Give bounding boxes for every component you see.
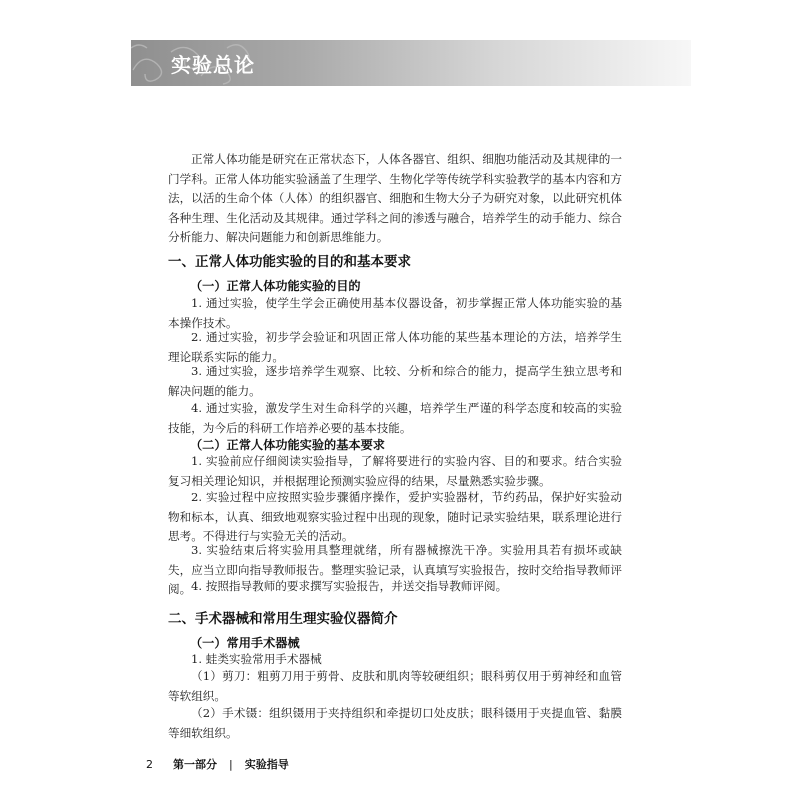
list-item: 2. 实验过程中应按照实验步骤循序操作，爱护实验器材，节约药品，保护好实验动物和标本，认真、细致地观察实验过程中出现的现象，随时记录实验结果，联系理论进行思考。不得进行与实验无关的活动。 [168,490,622,543]
page-footer [146,756,289,772]
list-item: 2. 通过实验，初步学会验证和巩固正常人体功能的某些基本理论的方法，培养学生理论联系实际的能力。 [168,330,622,364]
subsection-heading-2-1: （一）常用手术器械 [190,636,300,650]
list-item: （1）剪刀：粗剪刀用于剪骨、皮肤和肌肉等较硬组织；眼科剪仅用于剪神经和血管等软组织。 [168,669,622,703]
list-item: （2）手术镊：组织镊用于夹持组织和牵提切口处皮肤；眼科镊用于夹提血管、黏膜等细软组织。 [168,706,622,740]
list-item: 4. 按照指导教师的要求撰写实验报告，并送交指导教师评阅。 [191,579,508,593]
chapter-title: 实验总论 [171,53,255,77]
intro-paragraph: 正常人体功能是研究在正常状态下，人体各器官、组织、细胞功能活动及其规律的一门学科。正常人体功能实验涵盖了生理学、生物化学等传统学科实验教学的基本内容和方法，以活的生命个体（人体）的组织器官、细胞和生物大分子为研究对象，以此研究机体各种生理、生化活动及其规律。通过学科之间的渗透与融合，培养学生的动手能力、综合分析能力、解决问题能力和创新思维能力。 [168,152,622,244]
list-item: 4. 通过实验，激发学生对生命科学的兴趣，培养学生严谨的科学态度和较高的实验技能，为今后的科研工作培养必要的基本技能。 [168,401,622,435]
chapter-banner [131,40,691,86]
list-item: 1. 蛙类实验常用手术器械 [191,652,322,666]
section-heading-1: 一、正常人体功能实验的目的和基本要求 [168,254,411,270]
list-item: 3. 实验结束后将实验用具整理就绪，所有器械擦洗干净。实验用具若有损坏或缺失，应当立即向指导教师报告。整理实验记录，认真填写实验报告，按时交给指导教师评阅。 [168,543,622,596]
section-heading-2: 二、手术器械和常用生理实验仪器简介 [168,611,398,627]
footer-part-title: 第一部分 [173,758,217,771]
list-item: 1. 实验前应仔细阅读实验指导，了解将要进行的实验内容、目的和要求。结合实验复习相关理论知识，并根据理论预测实验应得的结果，尽量熟悉实验步骤。 [168,454,622,488]
page-number: 2 [146,757,153,771]
footer-section-title: 实验指导 [244,758,289,771]
subsection-heading-1-2: （二）正常人体功能实验的基本要求 [190,438,385,452]
list-item: 1. 通过实验，使学生学会正确使用基本仪器设备，初步掌握正常人体功能实验的基本操作技术。 [168,296,622,330]
list-item: 3. 通过实验，逐步培养学生观察、比较、分析和综合的能力，提高学生独立思考和解决问题的能力。 [168,364,622,398]
footer-separator: | [229,757,233,771]
subsection-heading-1-1: （一）正常人体功能实验的目的 [190,279,361,293]
